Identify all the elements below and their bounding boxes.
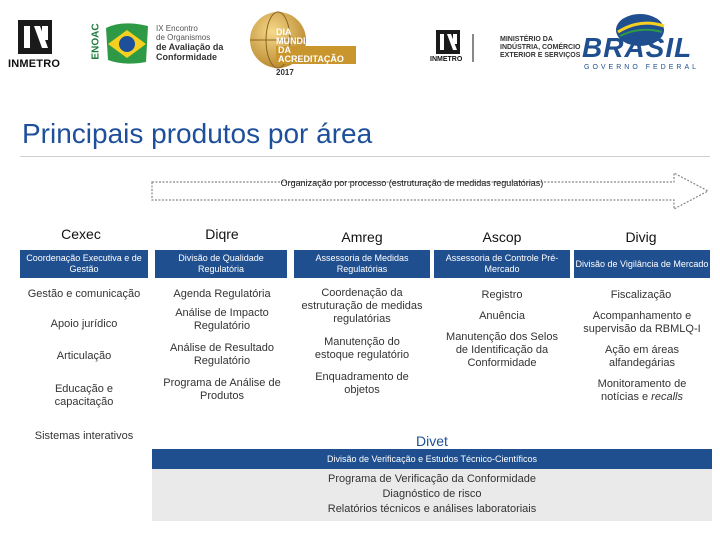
dia-text (276, 28, 356, 64)
divet-item: Relatórios técnicos e análises laboratoriais (327, 503, 537, 515)
column-item: Manutenção dos Selos de Identificação da Conformidade (446, 331, 558, 369)
inmetro-small-emblem-icon (428, 28, 468, 56)
process-arrow-label: Organização por processo (estruturação de medidas regulatórias) (280, 178, 544, 188)
dia-line: DA ACREDITAÇÃO (276, 46, 356, 64)
column-item: Sistemas interativos (34, 430, 134, 442)
column-item: Acompanhamento e supervisão da RBMLQ-I (583, 310, 701, 335)
divider (472, 34, 474, 62)
column-item: Manutenção do estoque regulatório (314, 336, 410, 361)
column-item: Agenda Regulatória (173, 288, 271, 300)
title-divider (20, 156, 710, 157)
divet-bar: Divisão de Verificação e Estudos Técnico-Científicos (152, 449, 712, 469)
inmetro-logo (8, 18, 62, 70)
column-head-cexec: Cexec (61, 226, 101, 242)
brasil-sub: GOVERNO FEDERAL (584, 64, 700, 71)
column-bar-divig: Divisão de Vigilância de Mercado (574, 250, 710, 278)
ministerio-line: EXTERIOR E SERVIÇOS (500, 52, 581, 59)
column-item: Análise de Resultado Regulatório (170, 342, 274, 367)
column-item: Registro (481, 289, 523, 301)
column-item: Anuência (479, 310, 525, 322)
dia-mundial-logo (246, 10, 356, 76)
column-bar-ascop: Assessoria de Controle Pré-Mercado (434, 250, 570, 278)
column-bar-cexec: Coordenação Executiva e de Gestão (20, 250, 148, 278)
column-item: Enquadramento de objetos (315, 371, 409, 396)
enoac-line: de Avaliação da (156, 42, 224, 52)
dia-line: DIA (276, 27, 292, 37)
enoac-caption (156, 24, 223, 62)
brazil-flag-icon (102, 18, 152, 68)
column-item: Monitoramento de notícias e recalls (597, 378, 687, 403)
inmetro-small-text: INMETRO (430, 56, 463, 63)
enoac-line: IX Encontro (156, 24, 198, 33)
enoac-line: Conformidade (156, 52, 218, 62)
column-item: Articulação (56, 350, 112, 362)
column-head-diqre: Diqre (205, 226, 239, 242)
ministerio-line: INDÚSTRIA, COMÉRCIO (500, 44, 581, 51)
enoac-line: de Organismos (156, 33, 211, 42)
divet-item: Programa de Verificação da Conformidade (328, 473, 536, 485)
inmetro-emblem-icon (8, 18, 62, 58)
column-item: Fiscalização (610, 289, 672, 301)
brasil-word: BRASIL (582, 32, 693, 63)
column-item: Análise de Impacto Regulatório (175, 307, 269, 332)
column-head-amreg: Amreg (341, 229, 383, 245)
column-item: Apoio jurídico (50, 318, 118, 330)
process-arrow-icon (150, 170, 712, 212)
page-title: Principais produtos por área (22, 118, 373, 149)
column-bar-diqre: Divisão de Qualidade Regulatória (155, 250, 287, 278)
ministerio-logo (472, 34, 581, 64)
column-item: Gestão e comunicação (27, 288, 141, 300)
enoac-vertical-text: ENOAC (90, 23, 102, 60)
divet-head: Divet (416, 433, 448, 449)
column-item: Programa de Análise de Produtos (163, 377, 281, 402)
divet-item: Diagnóstico de risco (382, 488, 482, 500)
enoac-logo (88, 16, 238, 72)
column-head-ascop: Ascop (482, 229, 522, 245)
ministerio-line: MINISTÉRIO DA (500, 36, 553, 43)
inmetro-logo-text: INMETRO (8, 58, 61, 70)
inmetro-small-logo (428, 28, 468, 68)
dia-line: MUNDIAL (276, 36, 318, 46)
column-item: Ação em áreas alfandegárias (605, 344, 679, 369)
column-bar-amreg: Assessoria de Medidas Regulatórias (294, 250, 430, 278)
ministerio-text (500, 36, 581, 60)
column-item: Coordenação da estruturação de medidas regulatórias (301, 287, 423, 325)
column-head-divig: Divig (625, 229, 657, 245)
column-item: Educação e capacitação (54, 383, 114, 408)
dia-year: 2017 (276, 68, 294, 77)
brasil-logo (576, 12, 708, 72)
